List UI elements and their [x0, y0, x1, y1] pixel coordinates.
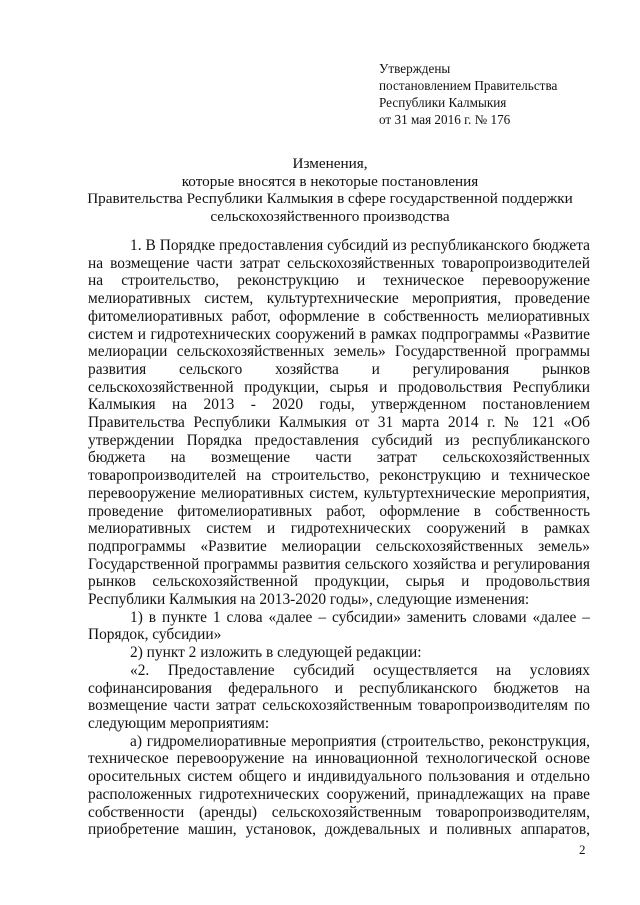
- title-line: Правительства Республики Калмыкия в сфере государственной поддержки: [87, 190, 573, 207]
- paragraph-item-a: а) гидромелиоративные мероприятия (строительство, реконструкция, техническое перевооружение на инновационной технологической основе оросительных систем общего и индивидуального пользования и отдельно расположенных гидротехнических сооружений, принадлежащих на праве собственности (аренды) сельскохозяйственным товаропроизводителям, приобретение машин, установок, дождевальных и поливных аппаратов,: [88, 732, 590, 839]
- page-number: 2: [579, 842, 586, 857]
- approval-stamp: [379, 60, 557, 128]
- document-title: [80, 155, 580, 225]
- title-line: Изменения,: [292, 155, 368, 172]
- paragraph-subclause-1: 1) в пункте 1 слова «далее – субсидии» заменить словами «далее – Порядок, субсидии»: [88, 608, 590, 644]
- title-line: сельскохозяйственного производства: [210, 207, 450, 225]
- approval-line: Утверждены: [379, 61, 451, 76]
- title-line: которые вносятся в некоторые постановления: [181, 172, 479, 190]
- paragraph-quoted-clause-2: «2. Предоставление субсидий осуществляется на условиях софинансирования федерального и республиканского бюджетов на возмещение части затрат сельскохозяйственным товаропроизводителям по следующим мероприятиям:: [88, 661, 590, 732]
- approval-line: Республики Калмыкия: [379, 95, 507, 110]
- paragraph-clause-1: 1. В Порядке предоставления субсидий из республиканского бюджета на возмещение части затрат сельскохозяйственных товаропроизводителей на строительство, реконструкцию и техническое перевооружение мелиоративных систем, культуртехнические мероприятия, проведение фитомелиоративных работ, оформление в собственность мелиоративных систем и гидротехнических сооружений в рамках подпрограммы «Развитие мелиорации сельскохозяйственных земель» Государственной программы развития сельского хозяйства и регулирования рынков сельскохозяйственной продукции, сырья и продовольствия Республики Калмыкия на 2013 - 2020 годы, утвержденном постановлением Правительства Республики Калмыкия от 31 марта 2014 г. № 121 «Об утверждении Порядка предоставления субсидий из республиканского бюджета на возмещение части затрат сельскохозяйственных товаропроизводителей на строительство, реконструкцию и техническое перевооружение мелиоративных систем, культуртехнические мероприятия, проведение фитомелиоративных работ, оформление в собственность мелиоративных систем и гидротехнических сооружений в рамках подпрограммы «Развитие мелиорации сельскохозяйственных земель» Государственной программы развития сельского хозяйства и регулирования рынков сельскохозяйственной продукции, сырья и продовольствия Республики Калмыкия на 2013-2020 годы», следующие изменения:: [88, 237, 590, 609]
- document-body: [88, 237, 590, 839]
- approval-date-line: от 31 мая 2016 г. № 176: [379, 112, 511, 127]
- approval-line: постановлением Правительства: [379, 78, 558, 93]
- paragraph-subclause-2: 2) пункт 2 изложить в следующей редакции:: [130, 644, 422, 662]
